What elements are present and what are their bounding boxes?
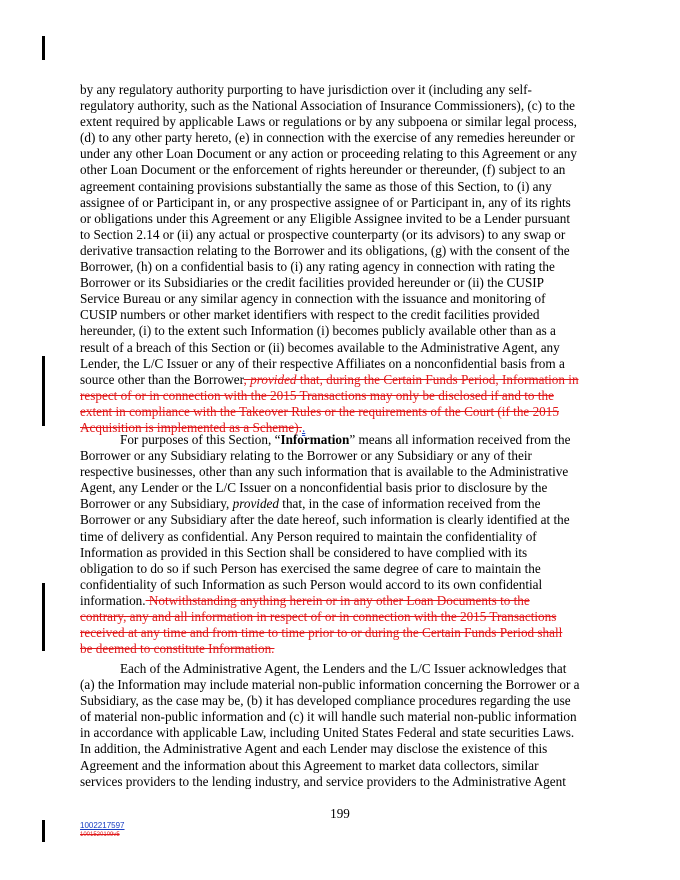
change-bar-para2 (42, 583, 45, 651)
text-line: Borrower or any Subsidiary after the date hereof, such information is clearly identified at the (80, 512, 570, 528)
text-line: to Section 2.14 or (ii) any actual or prospective counterparty (or its advisors) to any swap or (80, 226, 566, 242)
text-line: agreement containing provisions substantially the same as those of this Section, to (i) any (80, 178, 552, 194)
deleted-text-line: extent in compliance with the Takeover Rules or the requirements of the Court (if the 2015 (80, 403, 559, 419)
text-line (80, 372, 600, 388)
text-fragment: Each of the Administrative Agent, the Lenders and the L/C Issuer acknowledges that (120, 661, 567, 676)
paragraph-acknowledgement (80, 661, 600, 790)
change-bar-para1 (42, 356, 45, 426)
text-line: other Loan Document or the enforcement of rights hereunder or thereunder, (f) subject to an (80, 162, 566, 178)
text-line: Agent, any Lender or the L/C Issuer on a nonconfidential basis prior to disclosure by the (80, 480, 548, 496)
text-line: Lender, the L/C Issuer or any of their respective Affiliates on a nonconfidential basis from a (80, 355, 565, 371)
text-line: under any other Loan Document or any action or proceeding relating to this Agreement or any (80, 146, 577, 162)
text-line: Information as provided in this Section shall be considered to have complied with its (80, 544, 528, 560)
text-line (80, 661, 600, 677)
text-line: time of delivery as confidential. Any Person required to maintain the confidentiality of (80, 528, 537, 544)
text-line: Subsidiary, as the case may be, (b) it has developed compliance procedures regarding the use (80, 693, 571, 709)
text-line: regulatory authority, such as the National Association of Insurance Commissioners), (c) to the (80, 98, 576, 114)
text-line: by any regulatory authority purporting to have jurisdiction over it (including any self- (80, 82, 532, 97)
text-line: (a) the Information may include material non-public information concerning the Borrower or a (80, 677, 580, 693)
text-line: services providers to the lending industry, and service providers to the Administrative Agent (80, 773, 566, 789)
document-id: 1002217597 (80, 821, 125, 830)
change-bar-top (42, 36, 45, 60)
italic-term: provided (232, 496, 279, 512)
text-line (80, 593, 600, 609)
deleted-text-line: be deemed to constitute Information. (80, 641, 275, 657)
text-line: respective businesses, other than any such information that is available to the Administrative (80, 464, 569, 480)
deleted-text-line: received at any time and from time to time prior to or during the Certain Funds Period shall (80, 625, 563, 641)
text-line: obligation to do so if such Person has exercised the same degree of care to maintain the (80, 560, 541, 576)
text-line: Borrower, (h) on a confidential basis to (i) any rating agency in connection with rating the (80, 259, 555, 275)
text-line: assignee of or Participant in, or any prospective assignee of or Participant in, any of its rights (80, 194, 571, 210)
paragraph-information-definition (80, 432, 600, 657)
deleted-text-line: contrary, any and all information in respect of or in connection with the 2015 Transactions (80, 609, 557, 625)
text-line: or obligations under this Agreement or any Eligible Assignee invited to be a Lender pursuant (80, 210, 571, 226)
deleted-text-line: respect of or in connection with the 2015 Transactions may only be disclosed if and to the (80, 387, 554, 403)
page-number: 199 (330, 806, 350, 821)
text-fragment: source other than the Borrower (80, 371, 244, 387)
text-fragment: For purposes of this Section, “ (120, 432, 281, 447)
text-fragment: that, in the case of information received from the (279, 496, 541, 512)
text-line: Agreement and the information about this Agreement to market data collectors, similar (80, 757, 539, 773)
deleted-fragment: , (243, 371, 251, 387)
text-line (80, 432, 600, 448)
text-line: Borrower or its Subsidiaries or the credit facilities provided hereunder or (ii) the CUSIP (80, 275, 545, 291)
text-line: CUSIP numbers or other market identifiers with respect to the credit facilities provided (80, 307, 540, 323)
text-line: derivative transaction relating to the Borrower and its obligations, (g) with the consent of the (80, 242, 570, 258)
inserted-text: . (301, 419, 306, 435)
defined-term: Information (280, 432, 350, 447)
text-line: in accordance with applicable Law, including United States Federal and state securities Laws. (80, 725, 575, 741)
deleted-text (244, 372, 579, 387)
text-fragment: information. (80, 592, 146, 608)
text-line: In addition, the Administrative Agent and each Lender may disclose the existence of this (80, 741, 548, 757)
text-line: extent required by applicable Laws or regulations or by any subpoena or similar legal process, (80, 114, 577, 130)
paragraph-disclosure-continued (80, 82, 600, 436)
deleted-italic-term: provided (250, 371, 297, 387)
text-line: Service Bureau or any similar agency in connection with the issuance and monitoring of (80, 291, 546, 307)
text-line: Borrower or any Subsidiary relating to the Borrower or any Subsidiary or any of their (80, 448, 532, 464)
text-line (80, 496, 600, 512)
text-line: of material non-public information and (c) it will handle such material non-public information (80, 709, 577, 725)
deleted-fragment: that, during the Certain Funds Period, Information in (296, 371, 579, 387)
text-line: (d) to any other party hereto, (e) in connection with the exercise of any remedies hereunder or (80, 130, 575, 146)
change-bar-footer (42, 820, 45, 842)
deleted-text: Acquisition is implemented as a Scheme). (80, 419, 302, 435)
text-line: hereunder, (i) to the extent such Information (i) becomes publicly available other than as a (80, 323, 556, 339)
deleted-document-id: 1001520109v5 (80, 832, 120, 838)
text-fragment: Borrower or any Subsidiary, (80, 496, 233, 512)
text-line: confidentiality of such Information as such Person would accord to its own confidential (80, 576, 543, 592)
deleted-text: Notwithstanding anything herein or in any other Loan Documents to the (145, 592, 530, 608)
text-fragment: ” means all information received from the (349, 432, 571, 447)
text-line: result of a breach of this Section or (ii) becomes available to the Administrative Agent, any (80, 339, 560, 355)
